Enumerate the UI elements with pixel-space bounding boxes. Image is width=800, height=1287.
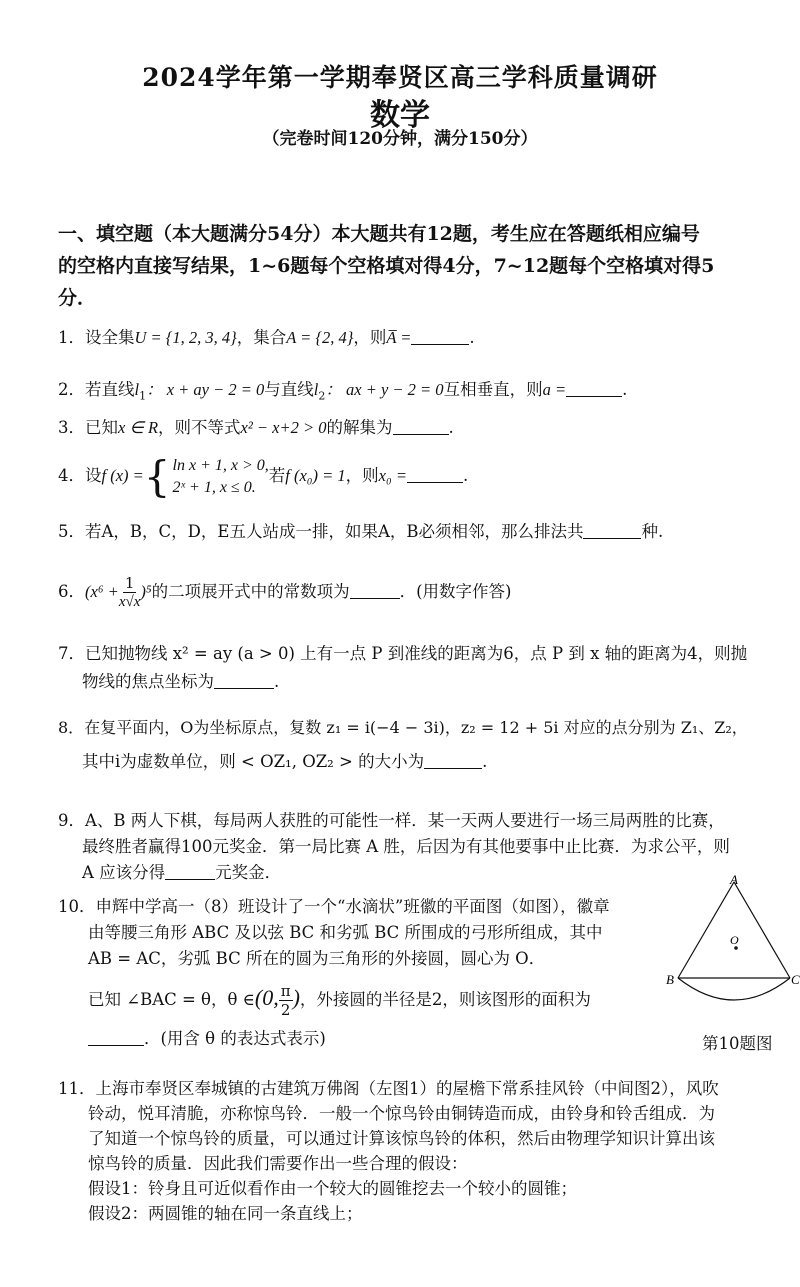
label-c: C: [791, 972, 800, 987]
question-number: 10．: [58, 897, 96, 916]
text: ，外接圆的半径是2，则该图形的面积为: [299, 990, 591, 1009]
side-ab: [678, 882, 734, 978]
answer-blank[interactable]: [214, 674, 274, 689]
fraction: [279, 982, 293, 1019]
math-expr: ： x + ay − 2 = 0: [146, 380, 265, 399]
case-2: 2ˣ + 1, x ≤ 0.: [172, 478, 256, 496]
answer-blank[interactable]: [165, 865, 215, 880]
text: 元奖金．: [215, 863, 282, 882]
question-number: 9．: [58, 811, 85, 830]
question-3: [58, 416, 764, 440]
answer-blank[interactable]: [350, 584, 400, 599]
question-1: [58, 326, 764, 350]
text: 其中i为虚数单位，则 < OZ₁, OZ₂ > 的大小为: [82, 752, 425, 771]
numerator: π: [280, 982, 291, 1000]
text: 惊鸟铃的质量．因此我们需要作出一些合理的假设：: [88, 1154, 468, 1173]
answer-blank[interactable]: [88, 1031, 144, 1046]
text: 上海市奉贤区奉城镇的古建筑万佛阁（左图1）的屋檐下常系挂风铃（中间图2），风吹: [95, 1079, 719, 1098]
text: 互相垂直，则: [443, 380, 543, 399]
question-number: 1．: [58, 328, 85, 347]
math-expr: ): [292, 985, 300, 1010]
question-number: 11．: [58, 1079, 96, 1098]
figure-10-water-drop: [666, 872, 800, 1020]
text: 已知抛物线 x² = ay (a > 0) 上有一点 P 到准线的距离为6，点 P 到 x 轴的距离为4，则抛: [85, 644, 748, 663]
piecewise: [143, 451, 269, 501]
math-expr: l: [313, 380, 319, 399]
question-10: [58, 894, 658, 1052]
text: .: [469, 328, 475, 347]
label-o: O: [730, 933, 739, 947]
question-4: [58, 452, 764, 500]
text: 申辉中学高一（8）班设计了一个“水滴状”班徽的平面图（如图），徽章: [95, 897, 610, 916]
denominator: 2: [280, 1001, 291, 1019]
question-2: [58, 378, 764, 408]
text: ．(用数字作答): [399, 582, 512, 601]
text: 物线的焦点坐标为: [82, 672, 214, 691]
text: 设: [85, 466, 102, 485]
text: 假设2：两圆锥的轴在同一条直线上；: [88, 1204, 363, 1223]
question-number: 6．: [58, 582, 85, 601]
text: .: [448, 418, 454, 437]
answer-blank[interactable]: [583, 524, 641, 539]
text: 的解集为: [326, 418, 393, 437]
question-number: 8．: [58, 718, 85, 737]
math-sub: 1: [139, 389, 147, 403]
text: A、B 两人下棋，每局两人获胜的可能性一样．某一天两人要进行一场三局两胜的比赛，: [85, 811, 725, 830]
subject-title: 数学: [370, 98, 430, 133]
text: ．(用含 θ 的表达式表示): [144, 1029, 326, 1048]
math-expr: f (x) =: [101, 466, 144, 485]
question-number: 2．: [58, 380, 85, 399]
math-sub: 2: [318, 389, 326, 403]
math-expr: f (x₀) = 1: [285, 466, 346, 485]
brace-glyph: {: [143, 451, 171, 501]
section-line: 分．: [58, 287, 97, 309]
math-expr: )⁵: [140, 582, 152, 601]
math-expr: A = {2, 4}: [286, 328, 354, 347]
question-11: [58, 1076, 764, 1226]
text: 在复平面内，O为坐标原点，复数 z₁ = i(−4 − 3i)，z₂ = 12 + 5i 对应的点分别为 Z₁、Z₂，: [84, 718, 748, 737]
question-number: 5．: [58, 522, 85, 541]
section-1-heading: [58, 218, 758, 314]
text: 已知: [85, 418, 118, 437]
text: AB = AC，劣弧 BC 所在的圆为三角形的外接圆，圆心为 O．: [88, 949, 546, 968]
text: ，则: [345, 466, 379, 485]
text: 最终胜者赢得100元奖金．第一局比赛 A 胜，后因为有其他要事中止比赛．为求公平，则: [82, 837, 730, 856]
text: 若: [268, 466, 286, 485]
text: .: [482, 752, 488, 771]
answer-blank[interactable]: [407, 468, 463, 483]
text: ，集合: [236, 328, 287, 347]
text: A 应该分得: [82, 863, 166, 882]
math-expr: l: [134, 380, 140, 399]
text: 设全集: [85, 328, 135, 347]
label-b: B: [666, 972, 674, 987]
text: 若直线: [85, 380, 135, 399]
answer-blank[interactable]: [424, 754, 482, 769]
math-expr: x₀ =: [378, 466, 407, 485]
denominator: x√x: [118, 594, 141, 610]
text: 与直线: [264, 380, 314, 399]
fraction: [119, 574, 141, 611]
math-expr: x ∈ R: [118, 418, 159, 437]
text: 假设1：铃身且可近似看作由一个较大的圆锥挖去一个较小的圆锥；: [88, 1179, 577, 1198]
text: ，则: [353, 328, 387, 347]
text: .: [622, 380, 628, 399]
section-line: 一、填空题（本大题满分54分）本大题共有12题，考生应在答题纸相应编号: [58, 223, 700, 245]
text: 已知 ∠BAC = θ，θ ∈: [88, 990, 255, 1009]
question-number: 7．: [58, 644, 85, 663]
text: .: [274, 672, 280, 691]
exam-info: （完卷时间120分钟，满分150分）: [262, 129, 538, 149]
side-ac: [734, 882, 790, 978]
text: 种.: [641, 522, 664, 541]
text: .: [463, 466, 469, 485]
question-number: 4．: [58, 466, 85, 485]
text: 由等腰三角形 ABC 及以弦 BC 和劣弧 BC 所围成的弓形所组成，其中: [88, 923, 603, 942]
math-expr: a =: [542, 380, 567, 399]
numerator: 1: [124, 574, 135, 592]
figure-10-caption: 第10题图: [702, 1034, 773, 1053]
math-expr: U = {1, 2, 3, 4}: [134, 328, 237, 347]
question-9: [58, 808, 764, 886]
math-expr: ： ax + y − 2 = 0: [325, 380, 444, 399]
text: 铃动，悦耳清脆，亦称惊鸟铃．一般一个惊鸟铃由铜铸造而成，由铃身和铃舌组成．为: [88, 1104, 715, 1123]
arc-bc: [678, 978, 790, 1000]
text: 若A，B，C，D，E五人站成一排，如果A，B必须相邻，那么排法共: [85, 522, 584, 541]
math-expr: (0,: [254, 985, 279, 1010]
question-number: 3．: [58, 418, 85, 437]
question-7: [58, 642, 764, 694]
question-5: [58, 520, 764, 544]
math-expr: A̅ =: [386, 328, 412, 347]
case-1: ln x + 1, x > 0,: [172, 456, 269, 474]
math-expr: x² − x+2 > 0: [240, 418, 327, 437]
answer-blank[interactable]: [566, 382, 622, 397]
section-line: 的空格内直接写结果，1~6题每个空格填对得4分，7~12题每个空格填对得5: [58, 255, 715, 277]
math-expr: (x⁶ +: [85, 582, 119, 601]
text: 了知道一个惊鸟铃的质量，可以通过计算该惊鸟铃的体积，然后由物理学知识计算出该: [88, 1129, 715, 1148]
question-8: [58, 716, 764, 774]
text: ，则不等式: [158, 418, 241, 437]
text: 的二项展开式中的常数项为: [151, 582, 350, 601]
answer-blank[interactable]: [393, 420, 449, 435]
label-a: A: [730, 872, 738, 887]
answer-blank[interactable]: [411, 330, 469, 345]
exam-title: 2024学年第一学期奉贤区高三学科质量调研: [142, 63, 658, 92]
question-6: [58, 572, 764, 612]
